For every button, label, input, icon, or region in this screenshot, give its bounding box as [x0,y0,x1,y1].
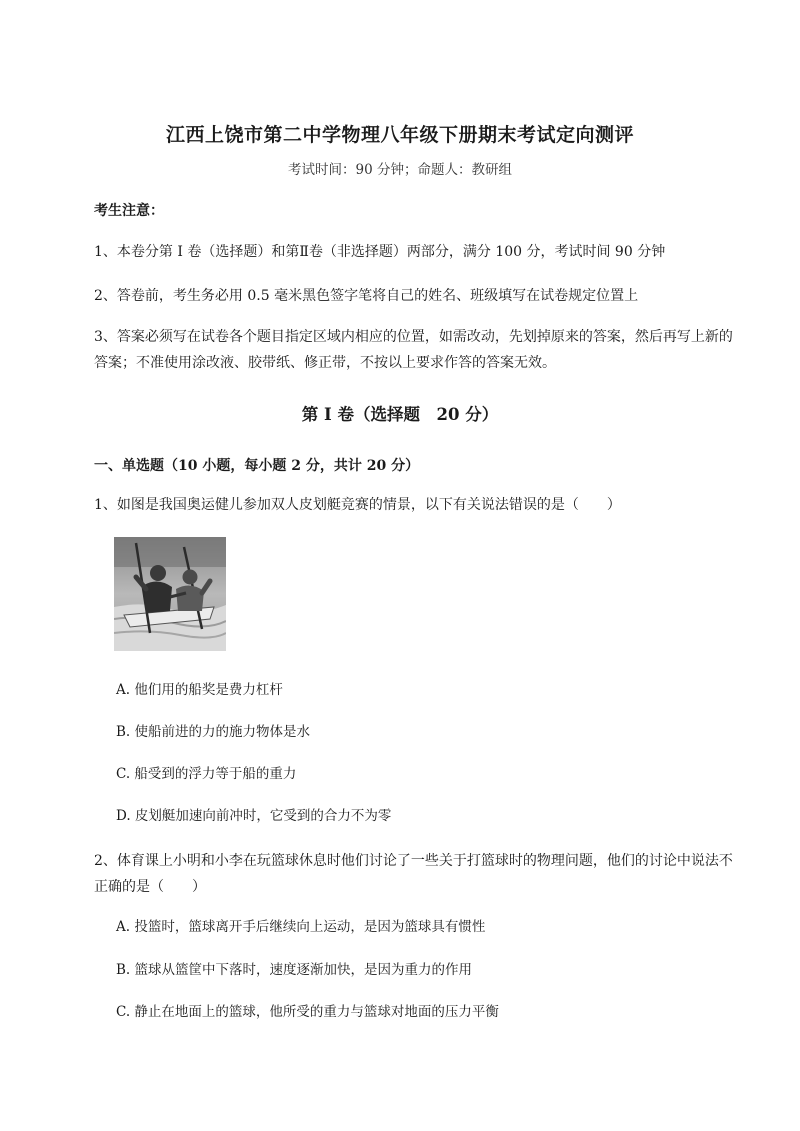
section-title: 第 I 卷（选择题 20 分） [301,405,499,424]
question-1-option-b: B. 使船前进的力的施力物体是水 [116,724,311,740]
question-2-option-a: A. 投篮时，篮球离开手后继续向上运动，是因为篮球具有惯性 [116,919,486,935]
question-2-option-b: B. 篮球从篮筐中下落时，速度逐渐加快，是因为重力的作用 [116,962,473,978]
question-1-option-c: C. 船受到的浮力等于船的重力 [116,766,297,782]
question-1-stem: 1、如图是我国奥运健儿参加双人皮划艇竞赛的情景，以下有关说法错误的是（ ） [94,497,621,513]
kayak-photo [114,537,226,651]
question-2-stem: 2、体育课上小明和小李在玩篮球休息时他们讨论了一些关于打篮球时的物理问题，他们的讨论中说法不正确的是（ ） [94,853,733,895]
question-2-option-c: C. 静止在地面上的篮球，他所受的重力与篮球对地面的压力平衡 [116,1004,499,1020]
part-heading: 一、单选题（10 小题，每小题 2 分，共计 20 分） [94,458,420,474]
notice-item: 2、答卷前，考生务必用 0.5 毫米黑色签字笔将自己的姓名、班级填写在试卷规定位置上 [94,288,639,304]
notice-item: 1、本卷分第 I 卷（选择题）和第Ⅱ卷（非选择题）两部分，满分 100 分，考试时间 90 分钟 [94,244,666,260]
question-1-option-a: A. 他们用的船奖是费力杠杆 [116,682,283,698]
question-1-option-d: D. 皮划艇加速向前冲时，它受到的合力不为零 [116,808,392,824]
notice-heading: 考生注意： [94,203,164,219]
exam-title: 江西上饶市第二中学物理八年级下册期末考试定向测评 [165,124,634,146]
exam-subtitle: 考试时间：90 分钟；命题人：教研组 [288,162,512,178]
notice-item: 3、答案必须写在试卷各个题目指定区域内相应的位置，如需改动，先划掉原来的答案，然后再写上新的答案；不准使用涂改液、胶带纸、修正带，不按以上要求作答的答案无效。 [94,329,733,371]
